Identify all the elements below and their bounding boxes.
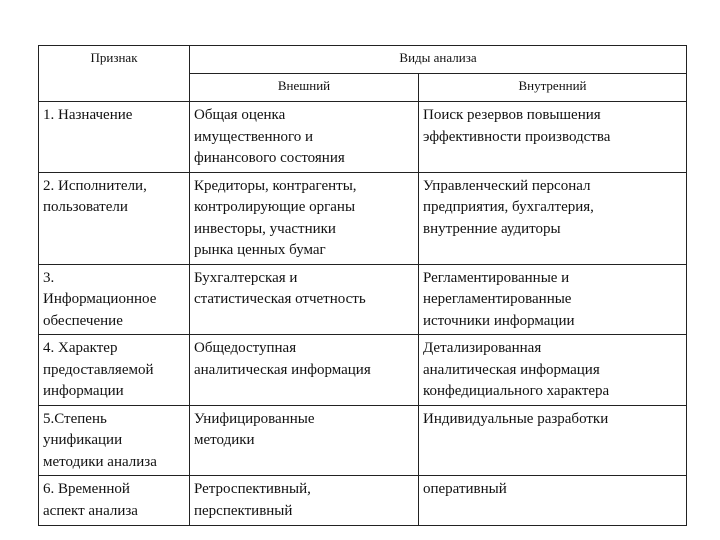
cell-line: методики (194, 432, 255, 448)
cell-external (190, 476, 419, 526)
cell-line: унификации (43, 432, 123, 448)
cell-line: 6. Временной (43, 481, 130, 497)
cell-internal (419, 476, 687, 526)
cell-line: источники информации (423, 312, 575, 329)
cell-sign (39, 264, 190, 335)
cell-line: методики анализа (43, 453, 157, 470)
cell-external (190, 405, 419, 476)
cell-line: Бухгалтерская и (194, 269, 298, 286)
cell-internal (419, 335, 687, 406)
cell-line: Ретроспективный, (194, 481, 311, 497)
table-row (39, 102, 687, 173)
cell-line: аспект анализа (43, 502, 138, 519)
cell-sign (39, 102, 190, 173)
cell-line: Индивидуальные разработки (423, 410, 609, 427)
cell-external (190, 102, 419, 173)
cell-line: инвесторы, участники (194, 220, 336, 237)
cell-line: 2. Исполнители, (43, 177, 147, 194)
table-row (39, 172, 687, 264)
cell-external (190, 335, 419, 406)
cell-internal (419, 172, 687, 264)
header-sign: Признак (39, 46, 190, 102)
cell-line: Детализированная (423, 340, 542, 356)
header-internal: Внутренний (419, 74, 687, 102)
cell-line: Информационное (43, 291, 157, 307)
cell-line: Кредиторы, контрагенты, (194, 177, 357, 194)
cell-line: имущественного и (194, 128, 314, 145)
cell-line: Управленческий персонал (423, 177, 591, 194)
table-row (39, 335, 687, 406)
cell-line: оперативный (423, 481, 507, 497)
cell-line: эффективности производства (423, 128, 611, 145)
cell-internal (419, 102, 687, 173)
cell-line: контролирующие органы (194, 199, 356, 215)
cell-line: предоставляемой (43, 361, 154, 378)
cell-line: Общая оценка (194, 107, 286, 123)
cell-line: Общедоступная (194, 340, 297, 356)
cell-line: нерегламентированные (423, 291, 572, 307)
cell-line: перспективный (194, 502, 293, 519)
cell-line: информации (43, 383, 124, 399)
cell-line: пользователи (43, 199, 128, 215)
cell-line: 1. Назначение (43, 107, 133, 123)
cell-sign (39, 476, 190, 526)
table-row (39, 476, 687, 526)
cell-line: рынка ценных бумаг (194, 242, 326, 258)
cell-line: 3. (43, 269, 55, 286)
cell-external (190, 172, 419, 264)
cell-line: предприятия, бухгалтерия, (423, 199, 594, 215)
cell-line: Поиск резервов повышения (423, 107, 601, 123)
header-analysis-types: Виды анализа (190, 46, 687, 74)
cell-sign (39, 335, 190, 406)
cell-line: внутренние аудиторы (423, 220, 561, 237)
analysis-types-table (38, 45, 687, 526)
cell-line: Унифицированные (194, 410, 315, 427)
cell-sign (39, 405, 190, 476)
header-external: Внешний (190, 74, 419, 102)
cell-line: 4. Характер (43, 340, 118, 356)
table-row (39, 405, 687, 476)
cell-line: 5.Степень (43, 410, 107, 427)
cell-sign (39, 172, 190, 264)
cell-line: финансового состояния (194, 150, 345, 166)
cell-line: Регламентированные и (423, 269, 570, 286)
cell-line: конфедициального характера (423, 383, 610, 399)
cell-line: статистическая отчетность (194, 291, 366, 307)
table-row (39, 264, 687, 335)
cell-line: аналитическая информация (423, 361, 600, 378)
cell-internal (419, 405, 687, 476)
cell-line: аналитическая информация (194, 361, 371, 378)
cell-external (190, 264, 419, 335)
cell-internal (419, 264, 687, 335)
cell-line: обеспечение (43, 312, 123, 329)
